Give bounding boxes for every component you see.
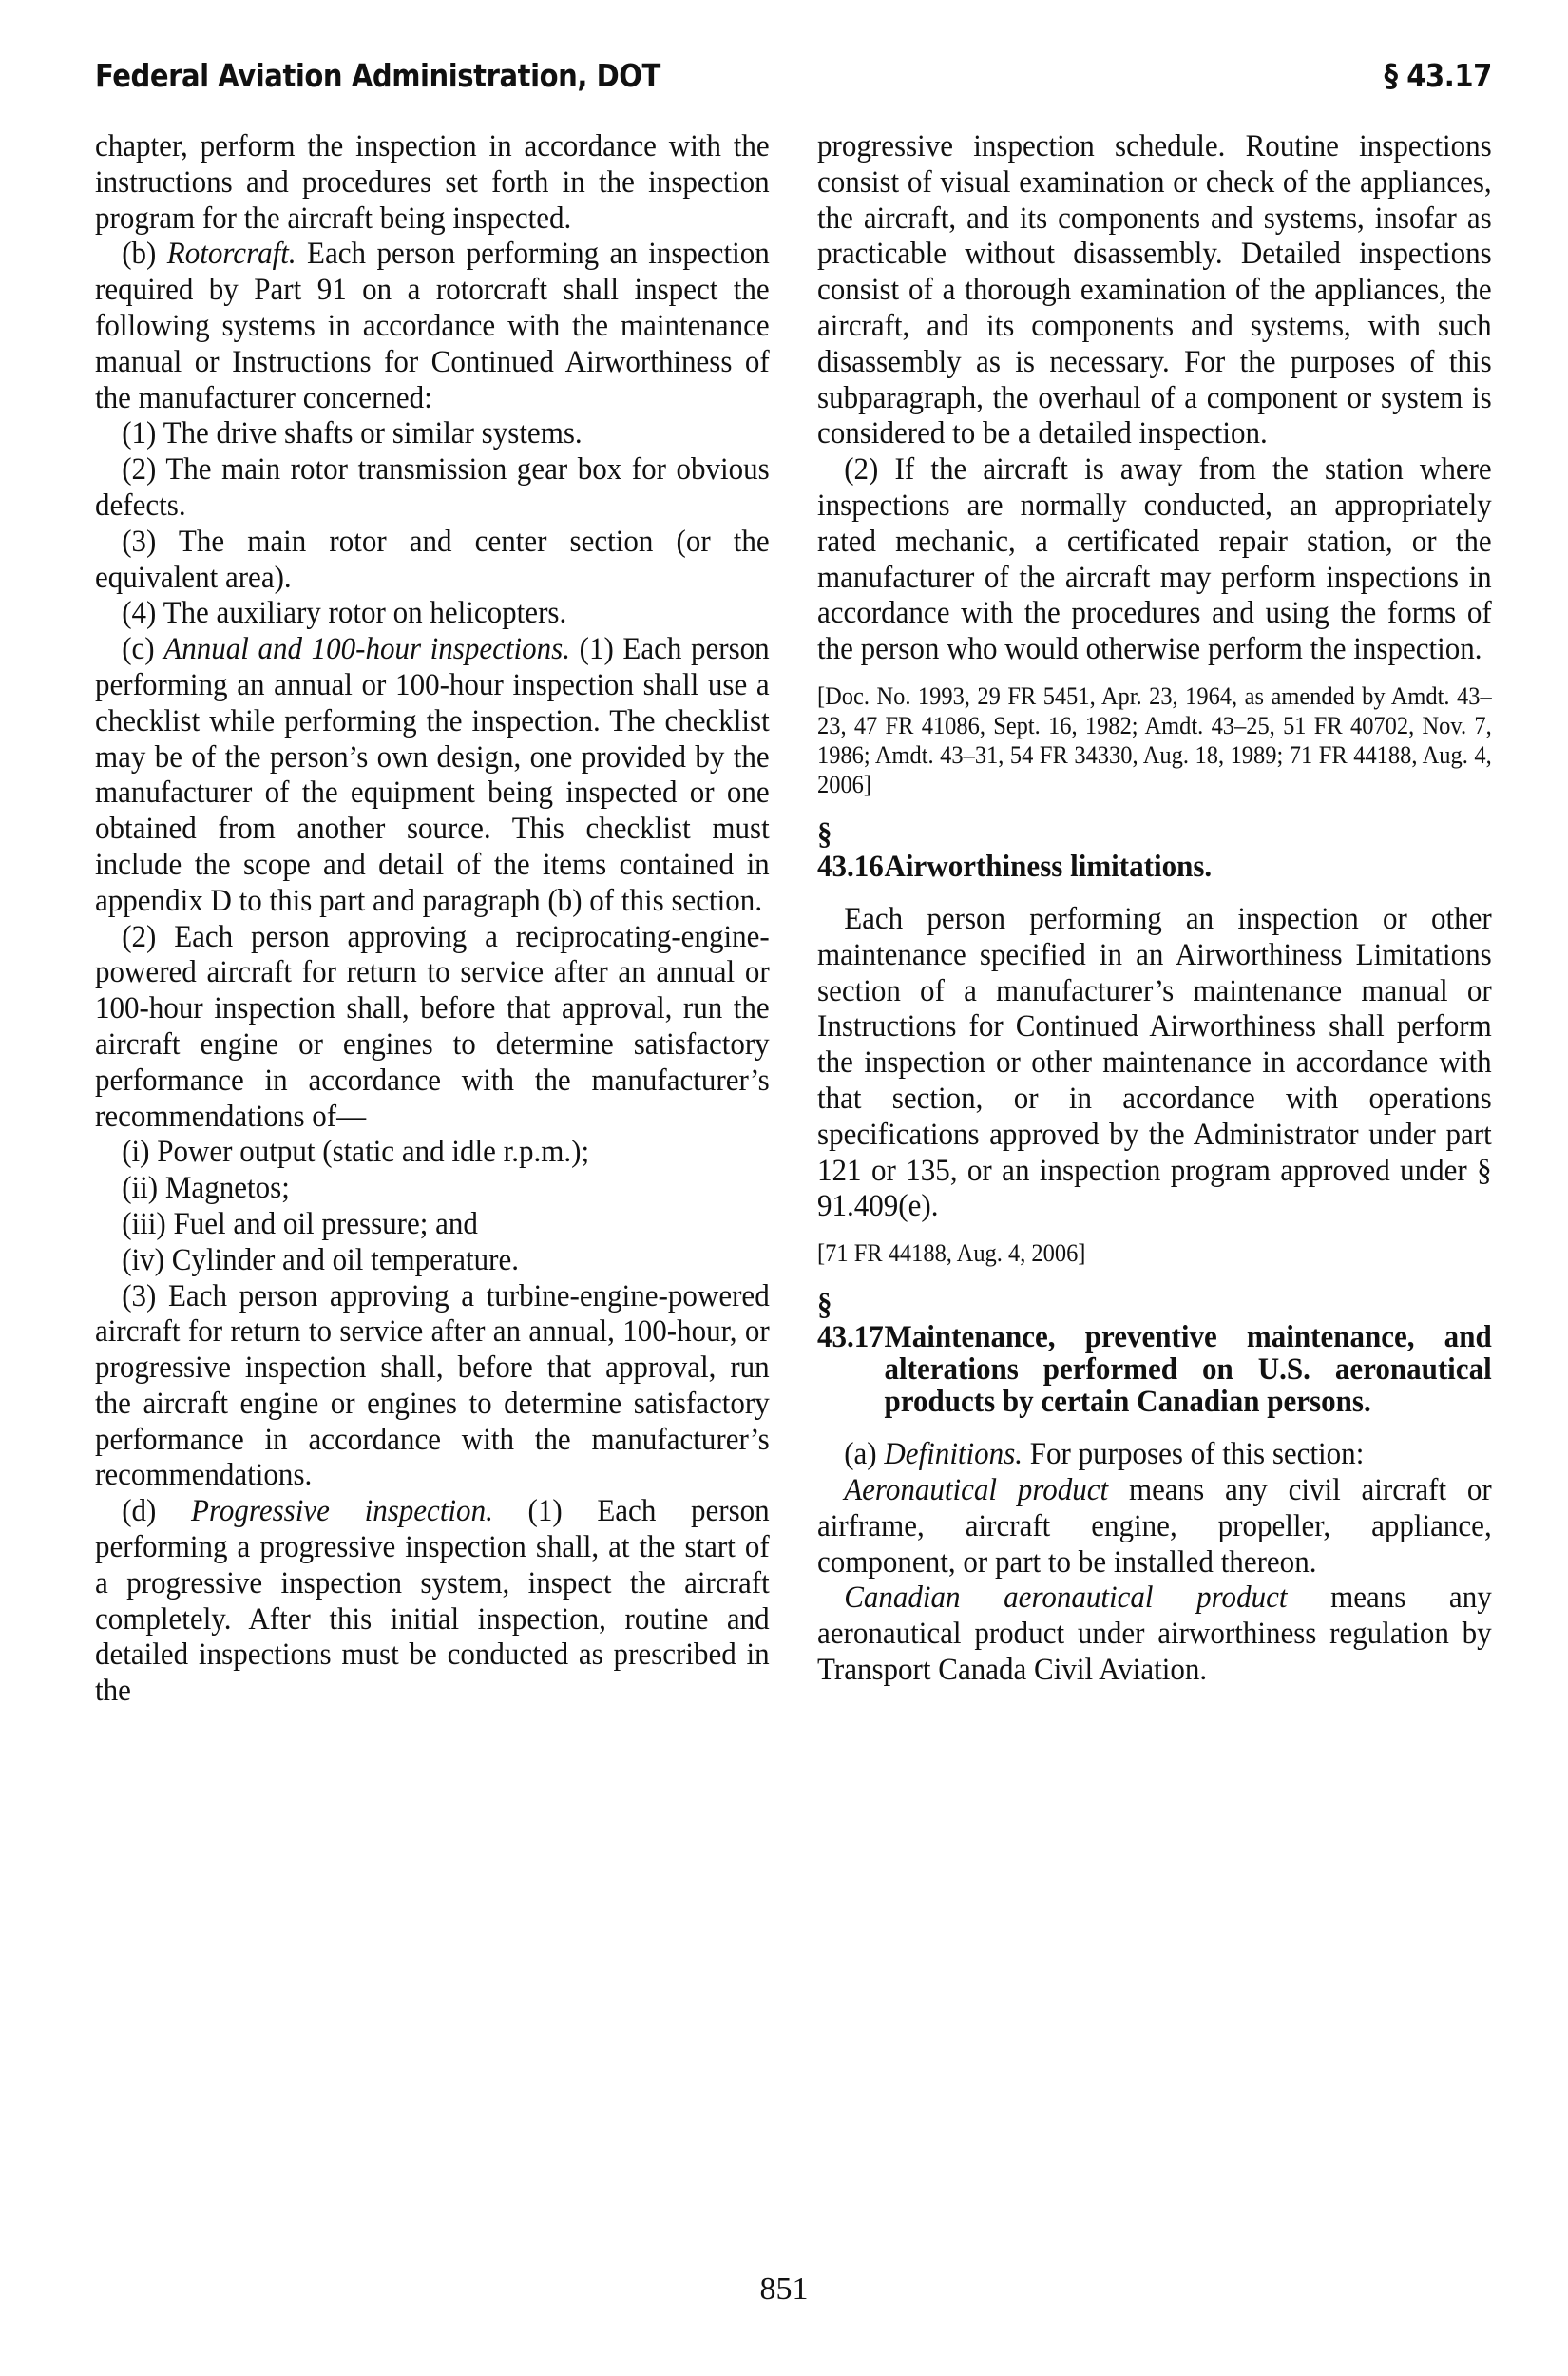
page-number: 851 — [759, 2271, 809, 2307]
definition: Canadian aeronautical product means any aeronautical product under airworthiness regulation by Transport Canada Civil Aviation. — [817, 1581, 1492, 1687]
paragraph-c-annual: (c) Annual and 100-hour inspections. (1) Each person performing an annual or 100-hour inspection shall use a checklist while performing the inspection. The checklist may be of the person’s own design, one provided by the manufacturer of the equipment being inspected or one obtained from another source. This checklist must include the scope and detail of the items contained in appendix D to this part and paragraph (b) of this section. — [95, 632, 770, 918]
section-number: § 43.16 — [817, 816, 884, 884]
left-column — [95, 129, 770, 1710]
section-number: § 43.17 — [817, 1288, 884, 1355]
paragraph: chapter, perform the inspection in accordance with the instructions and procedures set forth in the inspection program for the aircraft being inspected. — [95, 129, 770, 236]
list-item: (ii) Magnetos; — [122, 1171, 290, 1206]
list-item: (1) The drive shafts or similar systems. — [122, 416, 583, 451]
right-column — [817, 129, 1492, 1689]
list-item: (3) The main rotor and center section (or the equivalent area). — [95, 524, 770, 595]
list-item: (iii) Fuel and oil pressure; and — [122, 1206, 478, 1241]
defined-term: Aeronautical product — [844, 1472, 1109, 1507]
agency-title: Federal Aviation Administration, DOT — [95, 57, 660, 94]
citation: [Doc. No. 1993, 29 FR 5451, Apr. 23, 1964, as amended by Amdt. 43–23, 47 FR 41086, Sept. 16, 1982; Amdt. 43–25, 51 FR 40702, Nov. 7, 1986; Amdt. 43–31, 54 FR 34330, Aug. 18, 1989; 71 FR 44188, Aug. 4, 2006] — [817, 681, 1492, 798]
paragraph: (3) Each person approving a turbine-engine-powered aircraft for return to service after an annual, 100-hour, or progressive inspection shall, before that approval, run the aircraft engine or engines to determine satisfactory performance in accordance with the manufacturer’s recommendations. — [95, 1278, 770, 1493]
section-heading-43-17 — [817, 1289, 1492, 1418]
section-title: Airworthiness limitations. — [884, 849, 1213, 884]
list-item: (4) The auxiliary rotor on helicopters. — [122, 596, 567, 631]
paragraph: Each person performing an inspection or other maintenance specified in an Airworthiness Limitations section of a manufacturer’s maintenance manual or Instructions for Continued Airworthiness shall perform the inspection or other maintenance in accordance with that section, or in accordance with operations specifications approved by the Administrator under part 121 or 135, or an inspection program approved under § 91.409(e). — [817, 901, 1492, 1224]
definition: Aeronautical product means any civil aircraft or airframe, aircraft engine, propeller, appliance, component, or part to be installed thereon. — [817, 1472, 1492, 1580]
paragraph: (2) Each person approving a reciprocating-engine-powered aircraft for return to service after an annual or 100-hour inspection shall, before that approval, run the aircraft engine or engines to determine satisfactory performance in accordance with the manufacturer’s recommendations of— — [95, 919, 770, 1134]
heading-italic: Annual and 100-hour inspections. — [163, 632, 571, 667]
section-number: § 43.17 — [1384, 57, 1492, 94]
citation: [71 FR 44188, Aug. 4, 2006] — [817, 1239, 1086, 1268]
list-item: (i) Power output (static and idle r.p.m.); — [122, 1135, 590, 1170]
section-title: Maintenance, preventive maintenance, and alterations performed on U.S. aeronautical products by certain Canadian persons. — [884, 1320, 1492, 1420]
paragraph-a-definitions: (a) Definitions. For purposes of this section: — [844, 1437, 1365, 1472]
list-item: (2) The main rotor transmission gear box for obvious defects. — [95, 452, 770, 523]
paragraph: progressive inspection schedule. Routine inspections consist of visual examination or check of the appliances, the aircraft, and its components and systems, insofar as practicable without disassembly. Detailed inspections consist of a thorough examination of the appliances, the aircraft, and its components and systems, with such disassembly as is necessary. For the purposes of this subparagraph, the overhaul of a component or system is considered to be a detailed inspection. — [817, 129, 1492, 451]
section-heading-43-16 — [817, 818, 1492, 883]
paragraph-b-rotorcraft: (b) Rotorcraft. Each person performing an inspection required by Part 91 on a rotorcraft shall inspect the following systems in accordance with the maintenance manual or Instructions for Continued Airworthiness of the manufacturer concerned: — [95, 237, 770, 415]
heading-italic: Rotorcraft. — [166, 237, 296, 272]
paragraph: (2) If the aircraft is away from the station where inspections are normally conducted, an appropriately rated mechanic, a certificated repair station, or the manufacturer of the aircraft may perform inspections in accordance with the procedures and using the forms of the person who would otherwise perform the inspection. — [817, 452, 1492, 667]
heading-italic: Progressive inspection. — [191, 1494, 493, 1529]
running-head — [95, 57, 1492, 103]
list-item: (iv) Cylinder and oil temperature. — [122, 1242, 519, 1277]
defined-term: Canadian aeronautical product — [844, 1581, 1288, 1616]
heading-italic: Definitions. — [884, 1437, 1023, 1472]
paragraph-d-progressive: (d) Progressive inspection. (1) Each person performing a progressive inspection shall, at the start of a progressive inspection system, inspect the aircraft completely. After this initial inspection, routine and detailed inspections must be conducted as prescribed in the — [95, 1494, 770, 1709]
